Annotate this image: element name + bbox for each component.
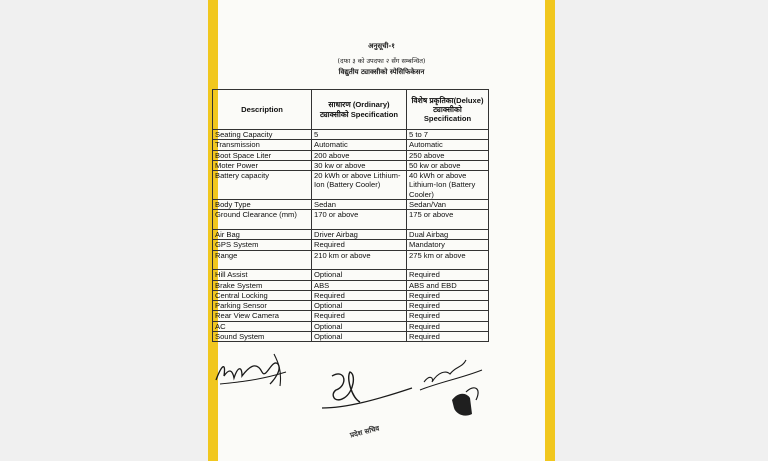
row-ordinary: 210 km or above	[312, 250, 407, 270]
right-yellow-border	[545, 0, 555, 461]
row-ordinary: 5	[312, 130, 407, 140]
header-ordinary: साधारण (Ordinary) ट्याक्सीको Specification	[312, 90, 407, 130]
section-reference: (दफा ३ को उपदफा २ सँग सम्बन्धित)	[337, 57, 426, 65]
row-deluxe: 175 or above	[407, 210, 489, 230]
row-description: Hill Assist	[213, 270, 312, 280]
row-deluxe: Required	[407, 311, 489, 321]
row-description: Body Type	[213, 200, 312, 210]
row-deluxe: ABS and EBD	[407, 280, 489, 290]
row-deluxe: Required	[407, 270, 489, 280]
row-description: Parking Sensor	[213, 301, 312, 311]
office-stamp: प्रदेश सचिव	[349, 424, 381, 440]
row-ordinary: Automatic	[312, 140, 407, 150]
row-description: Brake System	[213, 280, 312, 290]
row-ordinary: Optional	[312, 321, 407, 331]
row-deluxe: Dual Airbag	[407, 230, 489, 240]
table-row	[213, 250, 489, 270]
table-row	[213, 171, 489, 200]
table-row	[213, 210, 489, 230]
table-row	[213, 332, 489, 342]
signature-left	[212, 350, 292, 392]
row-deluxe: 5 to 7	[407, 130, 489, 140]
row-ordinary: Optional	[312, 332, 407, 342]
table-row	[213, 130, 489, 140]
header-deluxe: विशेष प्रकृतिका(Deluxe) ट्याक्सीको Specification	[407, 90, 489, 130]
table-row	[213, 290, 489, 300]
row-description: AC	[213, 321, 312, 331]
row-ordinary: 170 or above	[312, 210, 407, 230]
row-deluxe: Required	[407, 332, 489, 342]
row-description: Air Bag	[213, 230, 312, 240]
row-description: Moter Power	[213, 160, 312, 170]
row-description: Sound System	[213, 332, 312, 342]
table-row	[213, 280, 489, 290]
row-description: GPS System	[213, 240, 312, 250]
table-row	[213, 301, 489, 311]
row-ordinary: 20 kWh or above Lithium-Ion (Battery Cooler)	[312, 171, 407, 200]
specification-table	[212, 89, 489, 342]
signature-right	[416, 352, 496, 424]
table-row	[213, 311, 489, 321]
row-ordinary: Sedan	[312, 200, 407, 210]
document-page	[215, 0, 545, 461]
header-description: Description	[213, 90, 312, 130]
signature-middle	[316, 368, 416, 416]
row-description: Rear View Camera	[213, 311, 312, 321]
row-description: Boot Space Liter	[213, 150, 312, 160]
row-deluxe: Required	[407, 321, 489, 331]
table-header-row	[213, 90, 489, 130]
row-deluxe: 275 km or above	[407, 250, 489, 270]
row-description: Range	[213, 250, 312, 270]
table-row	[213, 321, 489, 331]
row-deluxe: Mandatory	[407, 240, 489, 250]
table-row	[213, 200, 489, 210]
row-deluxe: 50 kw or above	[407, 160, 489, 170]
row-deluxe: Required	[407, 290, 489, 300]
row-ordinary: ABS	[312, 280, 407, 290]
row-ordinary: 30 kw or above	[312, 160, 407, 170]
table-row	[213, 270, 489, 280]
row-ordinary: Required	[312, 290, 407, 300]
row-deluxe: Automatic	[407, 140, 489, 150]
row-ordinary: Optional	[312, 301, 407, 311]
row-ordinary: 200 above	[312, 150, 407, 160]
document-title: विद्युतीय ट्याक्सीको स्पेसिफिकेसन	[338, 68, 425, 76]
schedule-heading: अनुसूची-१	[368, 42, 395, 50]
row-description: Central Locking	[213, 290, 312, 300]
table-row	[213, 140, 489, 150]
row-description: Seating Capacity	[213, 130, 312, 140]
table-row	[213, 230, 489, 240]
table-row	[213, 240, 489, 250]
row-ordinary: Required	[312, 311, 407, 321]
row-deluxe: 40 kWh or above Lithium-Ion (Battery Cooler)	[407, 171, 489, 200]
row-ordinary: Driver Airbag	[312, 230, 407, 240]
row-description: Ground Clearance (mm)	[213, 210, 312, 230]
row-ordinary: Required	[312, 240, 407, 250]
table-row	[213, 160, 489, 170]
row-deluxe: 250 above	[407, 150, 489, 160]
row-ordinary: Optional	[312, 270, 407, 280]
table-row	[213, 150, 489, 160]
row-description: Transmission	[213, 140, 312, 150]
row-description: Battery capacity	[213, 171, 312, 200]
row-deluxe: Required	[407, 301, 489, 311]
row-deluxe: Sedan/Van	[407, 200, 489, 210]
